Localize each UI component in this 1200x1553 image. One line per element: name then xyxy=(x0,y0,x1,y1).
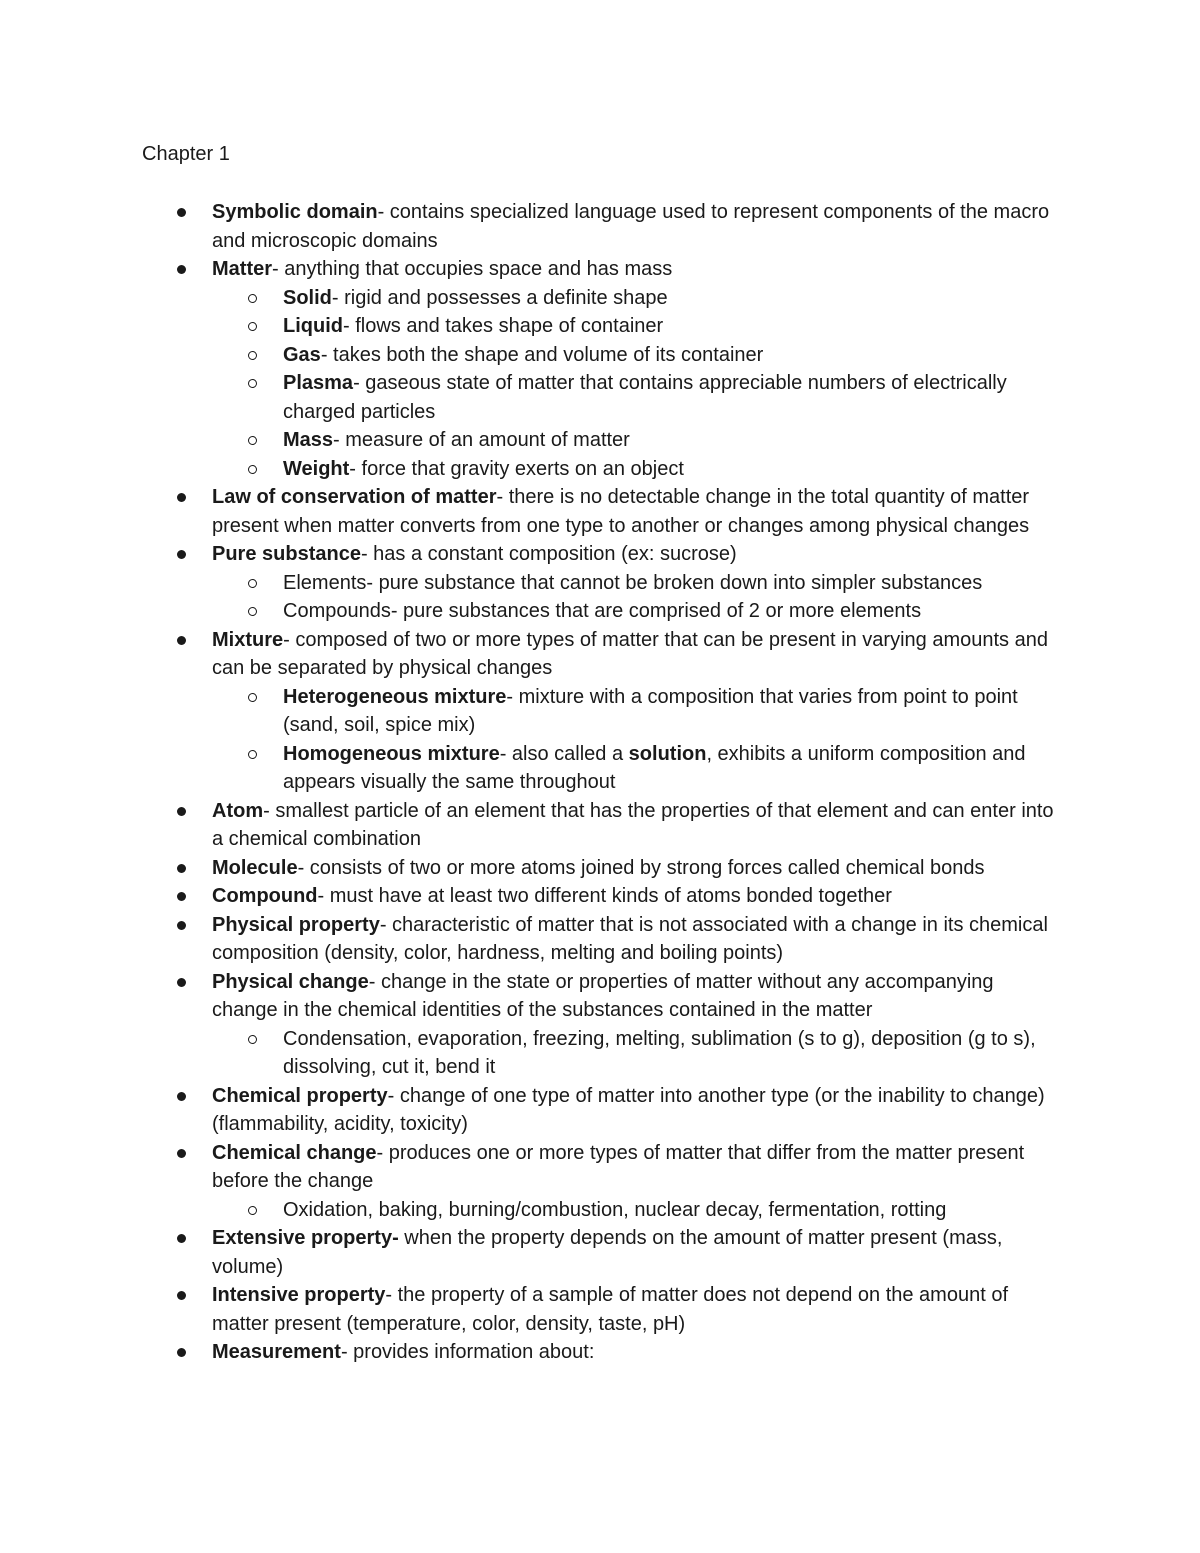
list-item xyxy=(0,1281,1200,1338)
term: Homogeneous mixture xyxy=(283,742,500,765)
list-item xyxy=(0,1139,1200,1225)
term: solution xyxy=(628,742,707,765)
sub-list xyxy=(0,284,1200,484)
term: Extensive property- xyxy=(212,1227,399,1249)
sub-list xyxy=(0,683,1200,797)
term: Physical change xyxy=(212,970,369,993)
sub-list-item xyxy=(0,341,1200,370)
sub-list-item xyxy=(0,369,1200,426)
definition: - flows and takes shape of container xyxy=(342,315,664,337)
sub-list-item xyxy=(0,740,1200,797)
definition: - smallest particle of an element that has the properties of that element and can enter into a chemical combination xyxy=(212,799,1054,850)
sub-list-item xyxy=(0,597,1200,626)
list-item xyxy=(0,882,1200,911)
definition: - change of one type of matter into another type (or the inability to change) (flammability, acidity, toxicity) xyxy=(212,1084,1045,1135)
definition: Condensation, evaporation, freezing, melting, sublimation (s to g), deposition (g to s), dissolving, cut it, bend it xyxy=(283,1027,1036,1078)
term: Weight xyxy=(283,457,350,480)
term: Heterogeneous mixture xyxy=(283,685,507,708)
definition: - there is no detectable change in the total quantity of matter present when matter converts from one type to another or changes among physical changes xyxy=(212,486,1030,537)
term: Chemical property xyxy=(212,1084,388,1107)
list-item xyxy=(0,540,1200,626)
list-item xyxy=(0,968,1200,1082)
term: Gas xyxy=(283,343,321,366)
list-item xyxy=(0,483,1200,540)
definition: - provides information about: xyxy=(340,1341,595,1363)
list-item xyxy=(0,1224,1200,1281)
list-item xyxy=(0,1338,1200,1367)
term: Mixture xyxy=(212,628,284,651)
sub-list xyxy=(0,569,1200,626)
definition: - the property of a sample of matter does not depend on the amount of matter present (temperature, color, density, taste, pH) xyxy=(212,1284,1008,1335)
definition: - produces one or more types of matter that differ from the matter present before the change xyxy=(212,1141,1025,1192)
definition: - rigid and possesses a definite shape xyxy=(331,286,668,309)
page-title: Chapter 1 xyxy=(142,143,230,165)
sub-list-item xyxy=(0,312,1200,341)
definition: - measure of an amount of matter xyxy=(333,429,630,451)
term: Solid xyxy=(283,286,332,309)
notes-list xyxy=(0,198,1200,1367)
definition: - takes both the shape and volume of its container xyxy=(320,343,764,366)
sub-list-item xyxy=(0,284,1200,313)
term: Liquid xyxy=(283,315,343,337)
list-item xyxy=(0,255,1200,483)
sub-list-item xyxy=(0,569,1200,598)
definition: - contains specialized language used to represent components of the macro and microscopic domains xyxy=(212,201,1050,252)
sub-list-item xyxy=(0,1025,1200,1082)
definition: - gaseous state of matter that contains appreciable numbers of electrically charged particles xyxy=(283,372,1007,423)
definition: Oxidation, baking, burning/combustion, nuclear decay, fermentation, rotting xyxy=(283,1198,947,1221)
list-item xyxy=(0,854,1200,883)
sub-list-item xyxy=(0,1196,1200,1225)
definition: , exhibits a uniform composition and appears visually the same throughout xyxy=(283,742,1026,793)
term: Physical property xyxy=(212,913,380,936)
sub-list-item xyxy=(0,455,1200,484)
term: Matter xyxy=(212,258,273,280)
term: Symbolic domain xyxy=(212,201,378,223)
definition: when the property depends on the amount of matter present (mass, volume) xyxy=(212,1227,1003,1278)
sub-list-item xyxy=(0,683,1200,740)
term: Chemical change xyxy=(212,1141,377,1164)
definition: - must have at least two different kinds of atoms bonded together xyxy=(317,885,892,907)
definition: Elements- pure substance that cannot be broken down into simpler substances xyxy=(283,571,983,594)
term: Molecule xyxy=(212,856,298,879)
term: Measurement xyxy=(212,1341,341,1363)
term: Mass xyxy=(283,429,334,451)
term: Plasma xyxy=(283,372,354,394)
definition: Compounds- pure substances that are comprised of 2 or more elements xyxy=(283,600,922,622)
definition: - has a constant composition (ex: sucrose) xyxy=(360,543,737,565)
term: Pure substance xyxy=(212,543,361,565)
term: Compound xyxy=(212,885,318,907)
list-item xyxy=(0,911,1200,968)
definition: - consists of two or more atoms joined by strong forces called chemical bonds xyxy=(297,856,985,879)
definition: - change in the state or properties of matter without any accompanying change in the chemical identities of the substances contained in the matter xyxy=(212,970,994,1021)
definition: - characteristic of matter that is not associated with a change in its chemical composition (density, color, hardness, melting and boiling points) xyxy=(212,913,1048,964)
definition: - anything that occupies space and has mass xyxy=(272,258,673,280)
term: Atom xyxy=(212,799,264,822)
list-item xyxy=(0,626,1200,797)
sub-list xyxy=(0,1196,1200,1225)
definition: - mixture with a composition that varies from point to point (sand, soil, spice mix) xyxy=(283,685,1018,736)
term: Intensive property xyxy=(212,1284,386,1306)
definition: - force that gravity exerts on an object xyxy=(349,457,684,480)
list-item xyxy=(0,797,1200,854)
definition: - composed of two or more types of matter that can be present in varying amounts and can be separated by physical changes xyxy=(212,628,1048,679)
list-item xyxy=(0,198,1200,255)
list-item xyxy=(0,1082,1200,1139)
term: Law of conservation of matter xyxy=(212,486,497,508)
sub-list-item xyxy=(0,426,1200,455)
sub-list xyxy=(0,1025,1200,1082)
definition: - also called a xyxy=(499,742,629,765)
